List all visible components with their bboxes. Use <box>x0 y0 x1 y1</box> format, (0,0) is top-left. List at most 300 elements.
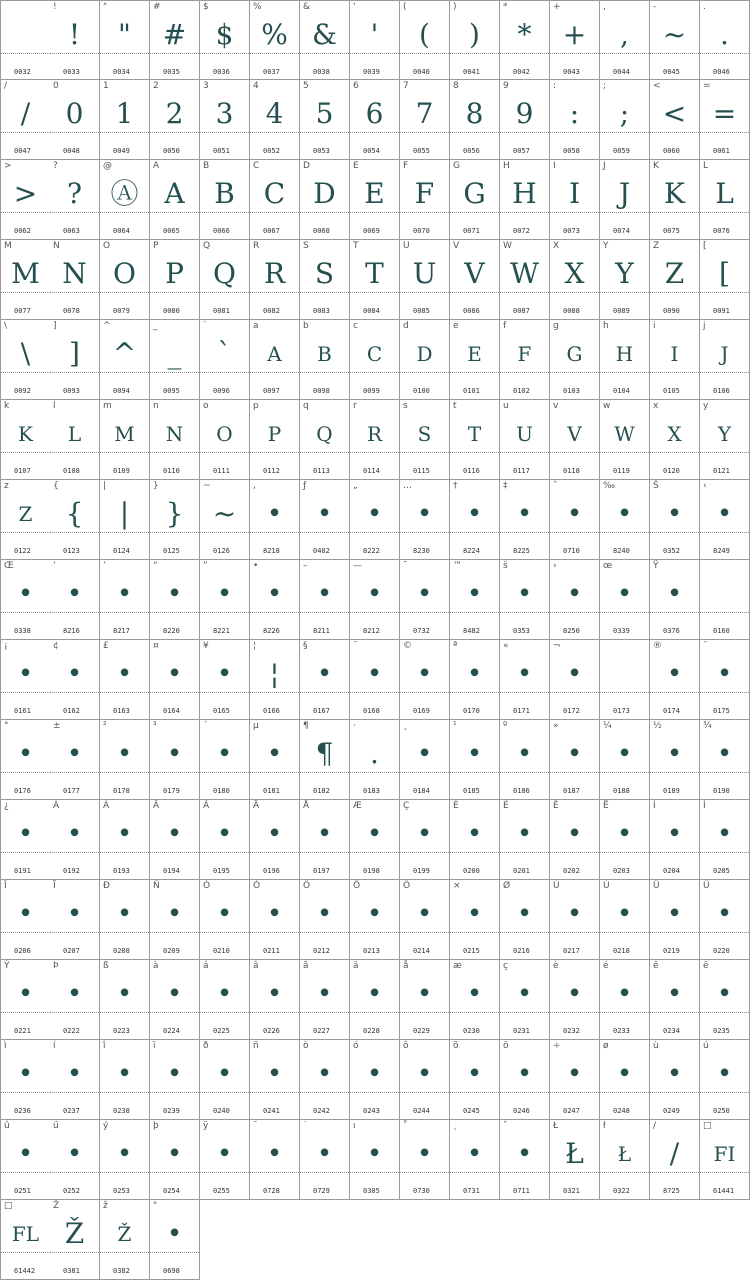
glyph-code: 0033 <box>63 68 80 76</box>
glyph-code: 0239 <box>163 1107 180 1115</box>
glyph-cell <box>0 240 51 320</box>
glyph-cell <box>350 400 400 480</box>
glyph-cell-label: u <box>503 401 509 411</box>
glyph-code: 0101 <box>463 387 480 395</box>
glyph-cell-label: á <box>203 961 209 971</box>
glyph-cell-label: £ <box>103 641 109 651</box>
glyph-cell-label: r <box>353 401 357 411</box>
glyph-cell <box>400 0 450 80</box>
glyph-code: 8220 <box>163 627 180 635</box>
glyph-code: 0125 <box>163 547 180 555</box>
glyph-cell <box>700 80 750 160</box>
glyph-cell-label: v <box>553 401 559 411</box>
glyph-cell-label: ” <box>203 561 208 571</box>
glyph-sample: • <box>666 979 683 1009</box>
glyph-sample: • <box>266 579 283 609</box>
glyph-sample: ) <box>469 18 480 51</box>
glyph-cell <box>100 0 150 80</box>
glyph-sample: • <box>466 659 483 689</box>
glyph-sample: • <box>17 579 34 609</box>
glyph-cell-label: Î <box>4 881 7 891</box>
glyph-cell-label: ° <box>4 721 9 731</box>
glyph-cell-label: ; <box>603 81 607 91</box>
glyph-cell-label: * <box>503 2 508 12</box>
glyph-sample: • <box>266 979 283 1009</box>
glyph-cell-label: ¯ <box>703 641 708 651</box>
glyph-sample: • <box>516 979 533 1009</box>
glyph-code: 0220 <box>713 947 730 955</box>
glyph-code: 0188 <box>613 787 630 795</box>
glyph-cell-label: í <box>53 1041 56 1051</box>
glyph-cell <box>150 80 200 160</box>
glyph-sample: • <box>716 499 733 529</box>
glyph-cell-label: Þ <box>53 961 59 971</box>
glyph-code: 0071 <box>463 227 480 235</box>
glyph-cell-label: ý <box>103 1121 109 1131</box>
glyph-sample: . <box>720 18 729 51</box>
glyph-cell <box>500 400 550 480</box>
glyph-cell-label: l <box>53 401 56 411</box>
glyph-cell-label: Ž <box>53 1201 60 1211</box>
glyph-cell <box>250 400 300 480</box>
glyph-cell <box>150 320 200 400</box>
glyph-cell <box>400 640 450 720</box>
glyph-cell-label: à <box>153 961 159 971</box>
glyph-code: 0251 <box>14 1187 31 1195</box>
glyph-cell <box>600 1040 650 1120</box>
glyph-cell-label: ˙ <box>303 1121 308 1131</box>
glyph-cell <box>0 1200 51 1280</box>
glyph-sample: • <box>316 899 333 929</box>
glyph-cell-label: K <box>653 161 659 171</box>
glyph-code: 0107 <box>14 467 31 475</box>
glyph-cell-label: Ò <box>203 881 211 891</box>
glyph-cell <box>450 80 500 160</box>
glyph-sample: • <box>666 739 683 769</box>
glyph-cell <box>300 80 350 160</box>
glyph-sample: • <box>616 499 633 529</box>
glyph-cell <box>500 800 550 880</box>
glyph-cell-label: > <box>4 161 12 171</box>
glyph-sample: • <box>116 739 133 769</box>
glyph-code: 0175 <box>713 707 730 715</box>
glyph-code: 0181 <box>263 787 280 795</box>
glyph-code: 0123 <box>63 547 80 555</box>
glyph-code: 0191 <box>14 867 31 875</box>
glyph-sample: K <box>18 422 33 446</box>
glyph-code: 0210 <box>213 947 230 955</box>
glyph-code: 0166 <box>263 707 280 715</box>
glyph-cell-label: å <box>403 961 409 971</box>
glyph-sample: I <box>670 342 679 366</box>
glyph-code: 0250 <box>713 1107 730 1115</box>
glyph-sample: • <box>516 819 533 849</box>
glyph-sample: • <box>166 819 183 849</box>
glyph-sample: { <box>65 497 84 530</box>
glyph-cell-label: § <box>303 641 308 651</box>
glyph-code: 61442 <box>14 1267 36 1275</box>
glyph-cell <box>0 400 51 480</box>
glyph-cell <box>400 720 450 800</box>
glyph-code: 0245 <box>463 1107 480 1115</box>
glyph-sample: • <box>17 1139 34 1169</box>
glyph-sample: • <box>516 739 533 769</box>
glyph-sample: • <box>466 899 483 929</box>
glyph-sample: S <box>417 422 432 446</box>
glyph-cell-label: ? <box>53 161 58 171</box>
glyph-cell <box>450 560 500 640</box>
glyph-cell-label: A <box>153 161 160 171</box>
glyph-code: 0232 <box>563 1027 580 1035</box>
glyph-code: 0382 <box>113 1267 130 1275</box>
glyph-code: 0075 <box>663 227 680 235</box>
glyph-cell <box>150 960 200 1040</box>
glyph-cell-label: y <box>703 401 709 411</box>
glyph-sample <box>700 574 749 614</box>
glyph-sample: + <box>562 18 587 51</box>
glyph-cell <box>650 160 700 240</box>
glyph-sample <box>600 654 649 694</box>
glyph-code: 8225 <box>513 547 530 555</box>
glyph-code: 0092 <box>14 387 31 395</box>
glyph-cell <box>700 320 750 400</box>
glyph-cell-label: D <box>303 161 310 171</box>
glyph-sample: 6 <box>365 97 384 130</box>
glyph-sample: • <box>316 499 333 529</box>
glyph-sample: • <box>716 659 733 689</box>
glyph-code: 8249 <box>713 547 730 555</box>
glyph-cell-label: b <box>303 321 309 331</box>
glyph-sample: } <box>165 497 184 530</box>
glyph-cell-label: m <box>103 401 112 411</box>
glyph-cell-label: Ü <box>703 881 710 891</box>
glyph-cell <box>100 240 150 320</box>
glyph-cell <box>600 800 650 880</box>
glyph-code: 8212 <box>363 627 380 635</box>
glyph-code: 0043 <box>563 68 580 76</box>
glyph-code: 0121 <box>713 467 730 475</box>
glyph-sample: • <box>166 579 183 609</box>
glyph-code: 0244 <box>413 1107 430 1115</box>
glyph-cell-label: ˚ <box>403 1121 408 1131</box>
glyph-sample: • <box>17 979 34 1009</box>
glyph-cell <box>100 480 150 560</box>
glyph-sample: • <box>316 1059 333 1089</box>
glyph-cell <box>250 800 300 880</box>
glyph-sample: • <box>66 1059 83 1089</box>
glyph-cell-label: ] <box>53 321 57 331</box>
glyph-sample: / <box>20 97 31 130</box>
glyph-sample: ¦ <box>269 657 280 690</box>
glyph-sample: O <box>113 257 136 290</box>
glyph-cell-label: © <box>403 641 412 651</box>
glyph-cell-label: ¼ <box>603 721 612 731</box>
glyph-cell-label: ˆ <box>553 481 558 491</box>
glyph-cell-label: ) <box>453 2 457 12</box>
glyph-code: 0402 <box>313 547 330 555</box>
glyph-cell <box>600 240 650 320</box>
glyph-sample: [ <box>719 257 730 290</box>
glyph-sample: • <box>416 499 433 529</box>
glyph-cell-label: ˛ <box>453 1121 458 1131</box>
glyph-cell-label: ^ <box>103 321 111 331</box>
glyph-cell <box>550 80 600 160</box>
glyph-code: 0065 <box>163 227 180 235</box>
glyph-code: 0352 <box>663 547 680 555</box>
glyph-sample: G <box>566 342 583 366</box>
glyph-cell <box>250 0 300 80</box>
glyph-code: 0091 <box>713 307 730 315</box>
glyph-code: 0227 <box>313 1027 330 1035</box>
glyph-cell <box>350 320 400 400</box>
glyph-cell-label: ¿ <box>4 801 9 811</box>
glyph-cell-label: ¹ <box>453 721 457 731</box>
glyph-code: 8482 <box>463 627 480 635</box>
glyph-cell-label: 3 <box>203 81 209 91</box>
glyph-cell-label: º <box>503 721 508 731</box>
glyph-cell-label: ÷ <box>553 1041 561 1051</box>
glyph-cell-label: ± <box>53 721 61 731</box>
glyph-cell <box>600 1120 650 1200</box>
glyph-code: 0039 <box>363 68 380 76</box>
glyph-code: 0187 <box>563 787 580 795</box>
glyph-code: 0226 <box>263 1027 280 1035</box>
glyph-code: 0103 <box>563 387 580 395</box>
glyph-sample: • <box>416 1139 433 1169</box>
glyph-cell-label: 4 <box>253 81 259 91</box>
glyph-sample: • <box>166 659 183 689</box>
glyph-code: 0112 <box>263 467 280 475</box>
glyph-cell-label: Q <box>203 241 211 251</box>
glyph-cell <box>600 880 650 960</box>
glyph-sample: FL <box>11 1222 40 1246</box>
glyph-code: 0044 <box>613 68 630 76</box>
glyph-cell-label: · <box>353 721 356 731</box>
glyph-cell <box>650 560 700 640</box>
glyph-sample: FI <box>713 1142 736 1166</box>
glyph-sample: • <box>66 819 83 849</box>
glyph-sample: % <box>261 18 288 51</box>
glyph-cell <box>250 80 300 160</box>
glyph-cell <box>450 160 500 240</box>
glyph-code: 8221 <box>213 627 230 635</box>
glyph-code: 0118 <box>563 467 580 475</box>
glyph-code: 0185 <box>463 787 480 795</box>
glyph-code: 0172 <box>563 707 580 715</box>
glyph-sample: • <box>366 1059 383 1089</box>
glyph-code: 0222 <box>63 1027 80 1035</box>
glyph-sample: • <box>566 1059 583 1089</box>
glyph-cell-label: Y <box>603 241 609 251</box>
glyph-cell-label: ¨ <box>353 641 358 651</box>
glyph-code: 0219 <box>663 947 680 955</box>
glyph-code: 0321 <box>563 1187 580 1195</box>
glyph-sample: • <box>666 579 683 609</box>
glyph-cell <box>400 160 450 240</box>
glyph-cell-label: ª <box>453 641 458 651</box>
glyph-code: 0211 <box>263 947 280 955</box>
glyph-cell-label: S <box>303 241 309 251</box>
glyph-code: 0173 <box>613 707 630 715</box>
glyph-cell-label: w <box>603 401 611 411</box>
glyph-cell-label: 5 <box>303 81 309 91</box>
glyph-sample: • <box>166 739 183 769</box>
glyph-sample: Ⓐ <box>110 177 139 210</box>
glyph-sample: C <box>366 342 383 366</box>
glyph-code: 0096 <box>213 387 230 395</box>
glyph-code: 0079 <box>113 307 130 315</box>
glyph-cell-label: R <box>253 241 260 251</box>
glyph-code: 0207 <box>63 947 80 955</box>
glyph-cell-label: ç <box>503 961 508 971</box>
glyph-cell <box>150 1200 200 1280</box>
glyph-code: 0086 <box>463 307 480 315</box>
glyph-cell <box>300 560 350 640</box>
glyph-code: 0122 <box>14 547 31 555</box>
glyph-sample: X <box>667 422 682 446</box>
glyph-cell <box>400 560 450 640</box>
glyph-sample: • <box>116 1139 133 1169</box>
glyph-cell <box>500 320 550 400</box>
glyph-cell <box>350 80 400 160</box>
glyph-sample: 1 <box>115 97 134 130</box>
glyph-code: 0111 <box>213 467 230 475</box>
glyph-cell-label: À <box>53 801 60 811</box>
glyph-code: 0078 <box>63 307 80 315</box>
glyph-cell <box>0 0 51 80</box>
glyph-code: 0037 <box>263 68 280 76</box>
glyph-code: 0126 <box>213 547 230 555</box>
glyph-cell <box>400 400 450 480</box>
glyph-cell-label: ı <box>353 1121 356 1131</box>
glyph-cell-label: • <box>253 561 259 571</box>
glyph-cell <box>400 480 450 560</box>
glyph-cell <box>500 960 550 1040</box>
glyph-cell-label: - <box>653 2 657 12</box>
glyph-cell <box>600 0 650 80</box>
glyph-sample: • <box>666 899 683 929</box>
glyph-cell-label: / <box>4 81 8 91</box>
glyph-cell <box>550 720 600 800</box>
glyph-code: 0035 <box>163 68 180 76</box>
glyph-cell-label: ½ <box>653 721 662 731</box>
glyph-cell-label: Ë <box>603 801 609 811</box>
glyph-cell-label: t <box>453 401 457 411</box>
glyph-sample: N <box>165 422 184 446</box>
glyph-sample: • <box>516 1139 533 1169</box>
glyph-cell-label: ³ <box>153 721 157 731</box>
glyph-code: 0305 <box>363 1187 380 1195</box>
glyph-code: 0234 <box>663 1027 680 1035</box>
glyph-code: 0161 <box>14 707 31 715</box>
glyph-sample: 9 <box>515 97 534 130</box>
glyph-cell <box>50 880 100 960</box>
glyph-code: 0728 <box>263 1187 280 1195</box>
glyph-sample: • <box>166 979 183 1009</box>
glyph-cell-label: □ <box>703 1121 712 1131</box>
glyph-cell-label: e <box>453 321 459 331</box>
glyph-cell-label: ´ <box>203 721 208 731</box>
glyph-cell-label: ä <box>353 961 359 971</box>
glyph-sample: 8 <box>465 97 484 130</box>
glyph-cell <box>300 880 350 960</box>
glyph-cell-label: î <box>103 1041 106 1051</box>
glyph-sample: • <box>716 739 733 769</box>
glyph-sample: 5 <box>315 97 334 130</box>
glyph-cell-label: ‡ <box>503 481 508 491</box>
glyph-cell-label: 1 <box>103 81 109 91</box>
glyph-code: 0252 <box>63 1187 80 1195</box>
glyph-cell <box>50 320 100 400</box>
glyph-cell-label: ð <box>203 1041 209 1051</box>
glyph-sample: • <box>266 899 283 929</box>
glyph-cell <box>0 320 51 400</box>
glyph-sample: 0 <box>65 97 84 130</box>
glyph-code: 0731 <box>463 1187 480 1195</box>
glyph-cell <box>700 1040 750 1120</box>
glyph-sample: • <box>466 819 483 849</box>
glyph-code: 0054 <box>363 147 380 155</box>
glyph-code: 0124 <box>113 547 130 555</box>
glyph-cell <box>50 480 100 560</box>
glyph-sample <box>1 15 50 55</box>
glyph-code: 0077 <box>14 307 31 315</box>
glyph-cell <box>400 80 450 160</box>
glyph-sample: • <box>516 899 533 929</box>
glyph-cell <box>500 560 550 640</box>
glyph-code: 0200 <box>463 867 480 875</box>
glyph-sample: ' <box>370 18 379 51</box>
glyph-code: 0089 <box>613 307 630 315</box>
glyph-code: 0255 <box>213 1187 230 1195</box>
glyph-cell-label: ì <box>4 1041 7 1051</box>
glyph-sample: R <box>366 422 383 446</box>
glyph-cell <box>450 480 500 560</box>
glyph-cell <box>550 0 600 80</box>
glyph-cell <box>550 160 600 240</box>
glyph-cell <box>600 480 650 560</box>
glyph-cell-label: ł <box>603 1121 606 1131</box>
glyph-cell <box>250 960 300 1040</box>
glyph-code: 0203 <box>613 867 630 875</box>
glyph-cell <box>300 800 350 880</box>
glyph-sample: 2 <box>165 97 184 130</box>
glyph-cell <box>650 320 700 400</box>
glyph-cell <box>500 720 550 800</box>
glyph-cell <box>300 1040 350 1120</box>
glyph-code: 0236 <box>14 1107 31 1115</box>
glyph-sample: M <box>114 422 135 446</box>
glyph-code: 0070 <box>413 227 430 235</box>
glyph-sample: • <box>716 979 733 1009</box>
glyph-code: 0164 <box>163 707 180 715</box>
glyph-sample: • <box>416 819 433 849</box>
glyph-code: 0032 <box>14 68 31 76</box>
glyph-cell <box>150 800 200 880</box>
glyph-code: 0072 <box>513 227 530 235</box>
glyph-cell-label: â <box>253 961 259 971</box>
glyph-code: 0732 <box>413 627 430 635</box>
glyph-sample: / <box>669 1137 680 1170</box>
glyph-cell-label: 2 <box>153 81 159 91</box>
glyph-cell-label: Ê <box>553 801 559 811</box>
glyph-cell-label: Û <box>653 881 660 891</box>
glyph-code: 0230 <box>463 1027 480 1035</box>
glyph-cell <box>600 560 650 640</box>
glyph-sample: • <box>566 739 583 769</box>
glyph-sample: • <box>366 659 383 689</box>
glyph-sample: • <box>366 1139 383 1169</box>
